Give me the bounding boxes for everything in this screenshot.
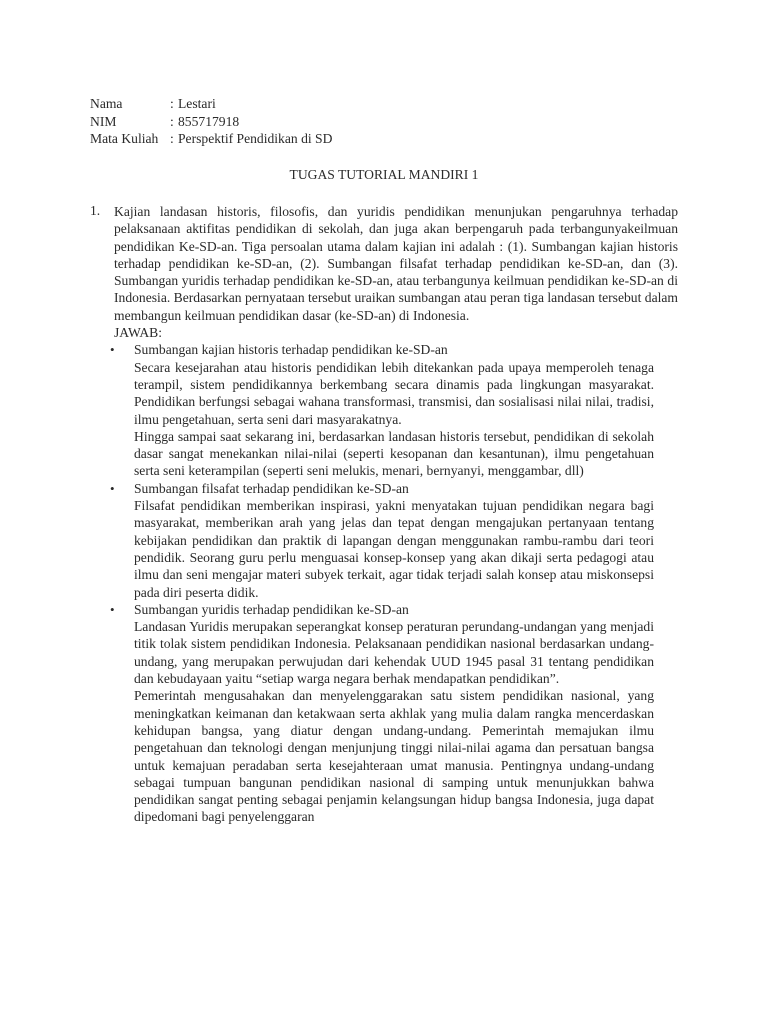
bullet-icon: •: [110, 601, 115, 617]
info-label: Nama: [90, 96, 123, 111]
answer-filsafat: [110, 480, 654, 601]
answer-title: Sumbangan filsafat terhadap pendidikan ke-SD-an: [134, 480, 409, 496]
info-value: 855717918: [178, 113, 240, 129]
student-info: [90, 95, 332, 148]
info-row-nim: [90, 113, 332, 131]
answer-paragraph: Landasan Yuridis merupakan seperangkat konsep peraturan perundang-undangan yang menjadi titik tolak sistem pendidikan Indonesia. Pelaksanaan pendidikan nasional berdasarkan undang-undang, yang merupakan perwujudan dari kehendak UUD 1945 pasal 31 tentang pendidikan dan kebudayaan yaitu “setiap warga negara berhak mendapatkan pendidikan”.: [134, 619, 654, 687]
answer-paragraph: Pemerintah mengusahakan dan menyelenggarakan satu sistem pendidikan nasional, yang meningkatkan keimanan dan ketakwaan serta akhlak yang mulia dalam rangka mencerdaskan kehidupan bangsa, yang diatur dengan undang-undang. Pemerintah memajukan ilmu pengetahuan dan teknologi dengan menjunjung tinggi nilai-nilai agama dan persatuan bangsa untuk kemajuan peradaban serta kesejahteraan umat manusia. Pentingnya undang-undang sebagai tumpuan bangunan pendidikan nasional di samping untuk menunjukkan bahwa pendidikan sangat penting sebagai penjamin kelangsungan hidup bangsa Indonesia, juga dapat dipedomani bagi penyelenggaran: [134, 688, 654, 825]
answer-yuridis: [110, 601, 654, 826]
answer-historis: [110, 341, 654, 479]
answer-paragraph: Filsafat pendidikan memberikan inspirasi, yakni menyatakan tujuan pendidikan negara bagi masyarakat, memberikan arah yang jelas dan tepat dengan mengajukan pertanyaan tentang kebijakan pendidikan dan praktik di lapangan dengan menggunakan rambu-rambu dari teori pendidik. Seorang guru perlu menguasai konsep-konsep yang akan dikaji serta pedagogi atau ilmu dan seni mengajar materi subyek terkait, agar tidak terjadi salah konsep atau miskonsepsi pada diri peserta didik.: [134, 498, 654, 600]
answer-paragraph: Secara kesejarahan atau historis pendidikan lebih ditekankan pada upaya memperoleh tenaga terampil, sistem pendidikannya berkembang secara dinamis pada lingkungan masyarakat. Pendidikan berfungsi sebagai wahana transformasi, transmisi, dan sosialisasi nilai nilai, tradisi, ilmu pengetahuan, serta seni dari masyarakatnya.: [134, 359, 654, 427]
info-value: Lestari: [178, 96, 216, 111]
info-label: Mata Kuliah: [90, 131, 159, 146]
question-number: 1.: [90, 203, 101, 218]
answer-title: Sumbangan yuridis terhadap pendidikan ke-SD-an: [134, 601, 409, 617]
info-separator: :: [170, 96, 174, 111]
bullet-icon: •: [110, 480, 115, 496]
answer-title: Sumbangan kajian historis terhadap pendidikan ke-SD-an: [134, 342, 448, 358]
info-separator: :: [170, 113, 174, 129]
document-title: TUGAS TUTORIAL MANDIRI 1: [289, 167, 479, 182]
info-row-name: [90, 95, 332, 113]
info-separator: :: [170, 131, 174, 146]
info-row-course: [90, 130, 332, 148]
question-1: [90, 203, 678, 826]
question-body: [114, 203, 678, 341]
question-text: Kajian landasan historis, filosofis, dan yuridis pendidikan menunjukan pengaruhnya terhadap pelaksanaan aktifitas pendidikan di sekolah, dan juga akan berpengaruh pada terbangunyakeilmuan pendidikan Ke-SD-an. Tiga persoalan utama dalam kajian ini adalah : (1). Sumbangan kajian historis terhadap pendidikan ke-SD-an, (2). Sumbangan filsafat terhadap pendidikan ke-SD-an, dan (3). Sumbangan yuridis terhadap pendidikan ke-SD-an, atau terbangunya keilmuan pendidikan ke-SD-an di Indonesia. Berdasarkan pernyataan tersebut uraikan sumbangan atau peran tiga landasan tersebut dalam membangun keilmuan pendidikan dasar (ke-SD-an) di Indonesia.: [114, 204, 678, 323]
answer-paragraph: Hingga sampai saat sekarang ini, berdasarkan landasan historis tersebut, pendidikan di sekolah dasar sangat menekankan nilai-nilai (seperti kesopanan dan kesantunan), ilmu pengetahuan serta seni keterampilan (seperti seni melukis, menari, bernyanyi, menggambar, dll): [134, 428, 654, 479]
bullet-icon: •: [110, 342, 115, 358]
info-label: NIM: [90, 113, 117, 129]
answer-label: JAWAB:: [114, 325, 163, 341]
info-value: Perspektif Pendidikan di SD: [178, 131, 333, 146]
